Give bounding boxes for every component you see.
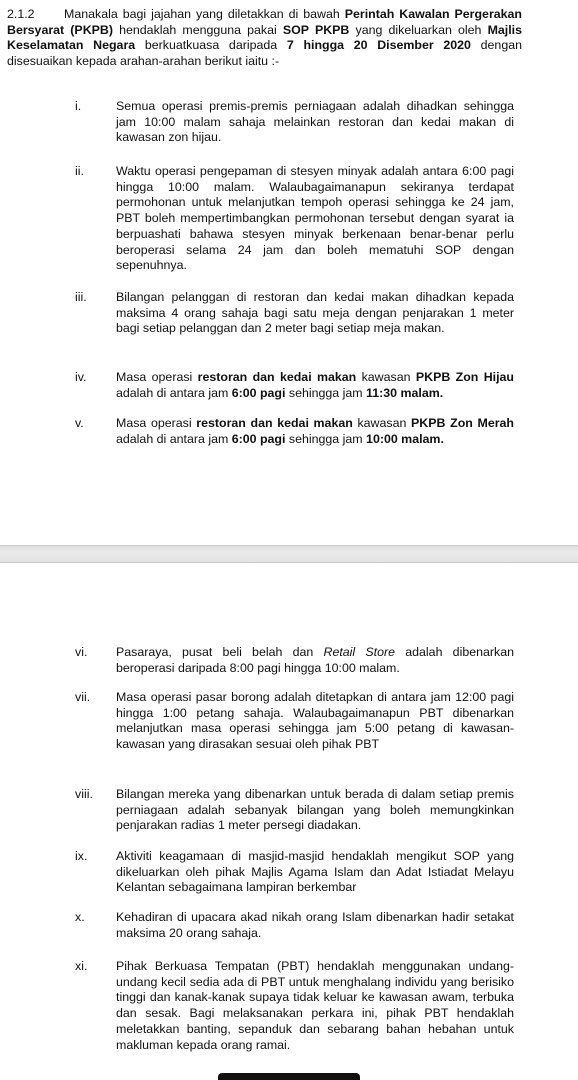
item-text [116, 99, 514, 146]
bold-text: restoran dan kedai makan [197, 370, 357, 384]
bold-text: Majlis Keselamatan Negara [7, 22, 522, 52]
intro-text [7, 7, 522, 68]
text-run: yang dikeluarkan oleh [349, 22, 488, 37]
item-text [116, 416, 514, 447]
item-numeral: vii. [75, 690, 91, 704]
item-text [116, 849, 514, 896]
intro-clause [7, 7, 522, 69]
text-run: adalah di antara jam [116, 431, 232, 446]
text-run: kawasan [352, 416, 412, 430]
item-numeral: ii. [75, 164, 84, 178]
bold-text: 6:00 pagi [231, 385, 286, 400]
item-text [116, 787, 514, 834]
text-run: Waktu operasi pengepaman di stesyen minyak adalah antara 6:00 pagi hingga 10:00 malam. Walaubagaimanapun sekiranya terdapat permohonan untuk melanjutkan tempoh operasi sehingga ke 24 jam, PBT boleh mempertimbangkan permohonan tersebut dengan syarat ia berpuashati bahawa stesyen minyak berkenaan benar-benar perlu beroperasi selama 24 jam dan boleh mematuhi SOP dengan sepenuhnya. [116, 164, 514, 273]
item-text [116, 164, 514, 274]
text-run: Semua operasi premis-premis perniagaan adalah dihadkan sehingga jam 10:00 malam sahaja melainkan restoran dan kedai makan di kawasan zon hijau. [116, 99, 514, 145]
item-numeral: iii. [75, 290, 87, 304]
home-indicator [218, 1073, 360, 1080]
text-run: Masa operasi pasar borong adalah ditetapkan di antara jam 12:00 pagi hingga 1:00 petang sahaja. Walaubagaimanapun PBT dibenarkan melanjutkan masa operasi sehingga jam 5:00 petang di kawasan-kawasan yang dirasakan sesuai oleh pihak PBT [116, 690, 514, 752]
page-break-top-line [0, 545, 578, 546]
bold-text: Perintah Kawalan Pergerakan Bersyarat (PKPB) [7, 7, 523, 37]
text-run: sehingga jam [285, 431, 367, 446]
item-text [116, 690, 514, 753]
item-numeral: x. [75, 910, 85, 924]
item-text [116, 645, 514, 676]
bold-text: PKPB Zon Hijau [415, 370, 514, 384]
text-run: dengan disesuaikan kepada arahan-arahan berikut iaitu :- [7, 38, 522, 68]
text-run: hendaklah mengguna pakai [112, 22, 283, 37]
item-numeral: xi. [75, 959, 88, 973]
text-run: Masa operasi [116, 416, 197, 430]
bold-text: SOP PKPB [282, 22, 350, 37]
item-text [116, 370, 514, 401]
item-numeral: iv. [75, 370, 87, 384]
text-run: Aktiviti keagamaan di masjid-masjid hendaklah mengikut SOP yang dikeluarkan oleh pihak Majlis Agama Islam dan Adat Istiadat Melayu Kelantan sebagaimana lampiran berkembar [116, 849, 514, 895]
text-run: sehingga jam [285, 385, 367, 400]
text-run: Kehadiran di upacara akad nikah orang Islam dibenarkan hadir setakat maksima 20 orang sahaja. [116, 910, 514, 940]
item-text [116, 910, 514, 941]
text-run: Masa operasi [116, 370, 198, 384]
item-text [116, 959, 514, 1053]
text-run: Pihak Berkuasa Tempatan (PBT) hendaklah menggunakan undang-undang kecil sedia ada di PBT untuk menghalang individu yang berisiko tinggi dan kanak-kanak supaya tidak keluar ke kawasan awam, terbuka dan sesak. Bagi melaksanakan perkara ini, pihak PBT hendaklah meletakkan banting, sepanduk dan sebarang bahan hebahan untuk makluman kepada orang ramai. [116, 959, 514, 1052]
italic-text: Retail Store [323, 645, 396, 659]
text-run: Pasaraya, pusat beli belah dan [116, 645, 324, 659]
text-run: berkuatkuasa daripada [135, 38, 287, 52]
bold-text: 11:30 malam. [366, 385, 444, 400]
bold-text: PKPB Zon Merah [411, 416, 514, 430]
item-numeral: i. [75, 99, 82, 113]
bold-text: 7 hingga 20 Disember 2020 [286, 38, 471, 52]
bold-text: 10:00 malam. [366, 431, 444, 446]
item-numeral: vi. [75, 645, 88, 659]
text-run: Bilangan pelanggan di restoran dan kedai makan dihadkan kepada maksima 4 orang sahaja bagi satu meja dengan penjarakan 1 meter bagi setiap pelanggan dan 2 meter bagi setiap meja makan. [116, 290, 514, 336]
item-numeral: ix. [75, 849, 88, 863]
text-run: Bilangan mereka yang dibenarkan untuk berada di dalam setiap premis perniagaan adalah sebanyak bilangan yang boleh memungkinkan penjarakan radias 1 meter persegi diadakan. [116, 787, 514, 833]
item-numeral: v. [75, 416, 84, 430]
item-text [116, 290, 514, 337]
clause-number: 2.1.2 [7, 7, 35, 21]
page-break [0, 545, 578, 563]
text-run: kawasan [356, 370, 416, 384]
item-numeral: viii. [75, 787, 93, 801]
text-run: Manakala bagi jajahan yang diletakkan di bawah [64, 7, 345, 21]
bold-text: 6:00 pagi [231, 431, 286, 446]
bold-text: restoran dan kedai makan [196, 416, 353, 430]
text-run: adalah di antara jam [116, 385, 232, 400]
text-run: adalah dibenarkan beroperasi daripada 8:00 pagi hingga 10:00 malam. [116, 645, 514, 675]
document-page-2 [0, 563, 578, 1080]
intro-paragraph [7, 7, 522, 69]
